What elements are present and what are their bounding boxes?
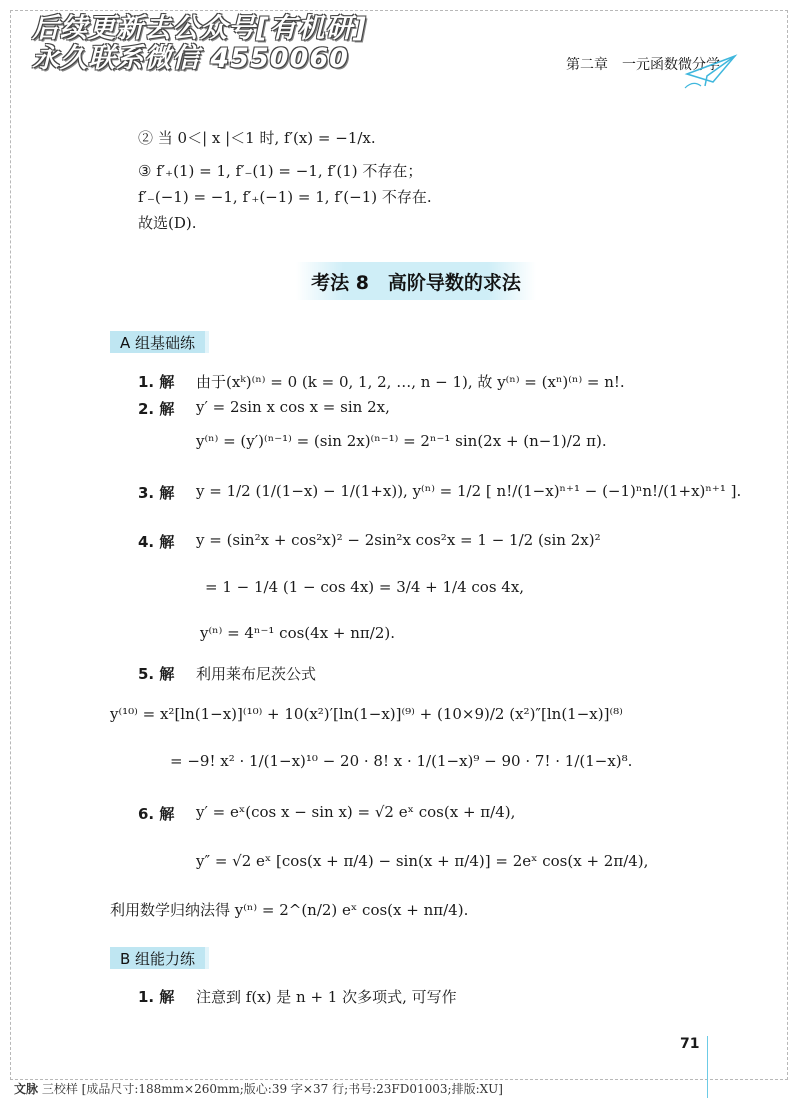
equation-line: y⁽ⁿ⁾ = (y′)⁽ⁿ⁻¹⁾ = (sin 2x)⁽ⁿ⁻¹⁾ = 2ⁿ⁻¹ sin(2x + (n−1)/2 π). — [196, 432, 607, 450]
group-a-label: A 组基础练 — [110, 331, 209, 353]
text-line: 利用莱布尼茨公式 — [196, 665, 317, 683]
problem-label: 2. 解 — [138, 400, 175, 418]
equation-line: y = (sin²x + cos²x)² − 2sin²x cos²x = 1 − 1/2 (sin 2x)² — [196, 531, 601, 549]
equation-line: y′ = eˣ(cos x − sin x) = √2 eˣ cos(x + π/4), — [196, 803, 516, 821]
watermark-line-2: 永久联系微信 4550060 — [32, 43, 349, 74]
footer-label: 文脉 — [14, 1082, 39, 1096]
equation-line: y⁽¹⁰⁾ = x²[ln(1−x)]⁽¹⁰⁾ + 10(x²)′[ln(1−x)]⁽⁹⁾ + (10×9)/2 (x²)″[ln(1−x)]⁽⁸⁾ — [110, 705, 623, 723]
text-line: f′₋(−1) = −1, f′₊(−1) = 1, f′(−1) 不存在. — [138, 188, 432, 206]
text-line: ③ f′₊(1) = 1, f′₋(1) = −1, f′(1) 不存在； — [138, 162, 423, 180]
equation-line: = 1 − 1/4 (1 − cos 4x) = 3/4 + 1/4 cos 4x, — [205, 578, 525, 596]
equation-line: y″ = √2 eˣ [cos(x + π/4) − sin(x + π/4)] = 2eˣ cos(x + 2π/4), — [196, 852, 649, 870]
page-number: 71 — [680, 1036, 700, 1052]
page-number-rule — [707, 1036, 708, 1098]
problem-label: 3. 解 — [138, 484, 175, 502]
paper-plane-icon — [683, 52, 739, 90]
text-line: y′ = 2sin x cos x = sin 2x, — [196, 398, 390, 416]
equation-line: 利用数学归纳法得 y⁽ⁿ⁾ = 2^(n/2) eˣ cos(x + nπ/4). — [110, 901, 469, 919]
problem-label: 5. 解 — [138, 665, 175, 683]
equation-line: y⁽ⁿ⁾ = 4ⁿ⁻¹ cos(4x + nπ/2). — [200, 624, 395, 642]
watermark-line-1: 后续更新去公众号[有机研] — [32, 13, 367, 44]
text-line: ② 当 0＜| x |＜1 时, f′(x) = −1/x. — [138, 129, 376, 147]
equation-line: = −9! x² · 1/(1−x)¹⁰ − 20 · 8! x · 1/(1−x)⁹ − 90 · 7! · 1/(1−x)⁸. — [170, 752, 633, 770]
problem-label: 4. 解 — [138, 533, 175, 551]
problem-label: 6. 解 — [138, 805, 175, 823]
equation-line: y = 1/2 (1/(1−x) − 1/(1+x)), y⁽ⁿ⁾ = 1/2 [ n!/(1−x)ⁿ⁺¹ − (−1)ⁿn!/(1+x)ⁿ⁺¹ ]. — [196, 482, 742, 500]
text-line: 注意到 f(x) 是 n + 1 次多项式, 可写作 — [196, 988, 457, 1006]
problem-label: 1. 解 — [138, 373, 175, 391]
print-footer — [14, 1080, 503, 1097]
text-line: 故选(D). — [138, 214, 197, 232]
problem-label: 1. 解 — [138, 988, 175, 1006]
section-title: 考法 8 高阶导数的求法 — [296, 262, 536, 300]
group-b-label: B 组能力练 — [110, 947, 209, 969]
chapter-header: 第二章 一元函数微分学 — [566, 57, 720, 73]
text-line: 由于(xᵏ)⁽ⁿ⁾ = 0 (k = 0, 1, 2, …, n − 1), 故 y⁽ⁿ⁾ = (xⁿ)⁽ⁿ⁾ = n!. — [196, 373, 625, 391]
footer-text: 三校样 [成品尺寸:188mm×260mm;版心:39 字×37 行;书号:23FD01003;排版:XU] — [41, 1082, 503, 1096]
